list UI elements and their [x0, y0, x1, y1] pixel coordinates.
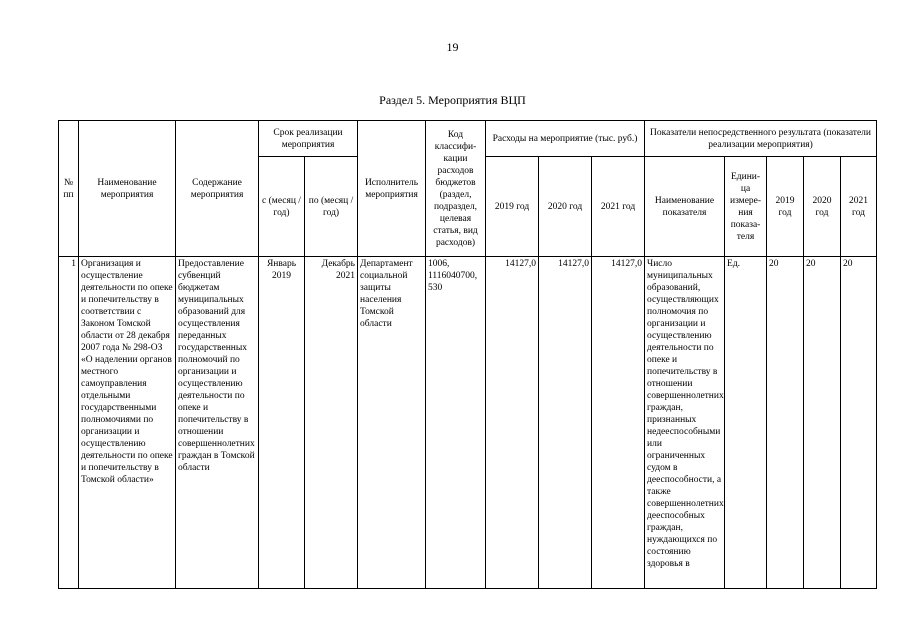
row-ind-unit: Ед.: [725, 257, 767, 589]
row-to: Декабрь 2021: [305, 257, 358, 589]
row-exp-2021: 14127,0: [592, 257, 645, 589]
row-exp-2019: 14127,0: [486, 257, 539, 589]
row-code: 1006, 1116040700, 530: [426, 257, 486, 589]
header-period: Срок реализации мероприятия: [259, 121, 358, 157]
row-ind-2021: 20: [841, 257, 877, 589]
row-ind-2019: 20: [767, 257, 804, 589]
header-period-to: по (месяц / год): [305, 157, 358, 257]
header-num: № пп: [59, 121, 79, 257]
section-title: Раздел 5. Мероприятия ВЦП: [379, 93, 526, 107]
header-ind-2020: 2020 год: [804, 157, 841, 257]
header-period-from: с (месяц / год): [259, 157, 305, 257]
header-code: Код классифи-кации расходов бюджетов (раздел, подраздел, целевая статья, вид расходов): [426, 121, 486, 257]
table-row: [59, 257, 877, 589]
row-exp-2020: 14127,0: [539, 257, 592, 589]
header-expenses: Расходы на мероприятие (тыс. руб.): [486, 121, 645, 157]
row-name: Организация и осуществление деятельности по опеке и попечительству в соответствии с Законом Томской области от 28 декабря 2007 года № 298-ОЗ «О наделении органов местного самоуправления отдельными государственными полномочиями по организации и осуществлению деятельности по опеке и попечительству в Томской области»: [79, 257, 176, 589]
header-indicators: Показатели непосредственного результата (показатели реализации мероприятия): [645, 121, 877, 157]
header-exp-2020: 2020 год: [539, 157, 592, 257]
header-ind-name: Наименование показателя: [645, 157, 725, 257]
header-exp-2021: 2021 год: [592, 157, 645, 257]
page-number: 19: [446, 40, 459, 54]
header-name: Наименование мероприятия: [79, 121, 176, 257]
row-num: 1: [59, 257, 79, 589]
header-ind-unit: Едини-ца измере-ния показа-теля: [725, 157, 767, 257]
row-content: Предоставление субвенций бюджетам муниципальных образований для осуществления переданных государственных полномочий по организации и осуществлению деятельности по опеке и попечительству в отношении совершеннолетних граждан в Томской области: [176, 257, 259, 589]
header-executor: Исполнитель мероприятия: [358, 121, 426, 257]
row-ind-name: Число муниципальных образований, осуществляющих полномочия по организации и осуществлению деятельности по опеке и попечительству в отношении совершеннолетних граждан, признанных недееспособными или ограниченных судом в дееспособности, а также совершеннолетних дееспособных граждан, нуждающихся по состоянию здоровья в: [645, 257, 725, 589]
row-ind-2020: 20: [804, 257, 841, 589]
header-ind-2021: 2021 год: [841, 157, 877, 257]
header-ind-2019: 2019 год: [767, 157, 804, 257]
measures-table: [58, 120, 877, 589]
header-content: Содержание мероприятия: [176, 121, 259, 257]
header-exp-2019: 2019 год: [486, 157, 539, 257]
row-executor: Департамент социальной защиты населения Томской области: [358, 257, 426, 589]
row-from: Январь 2019: [259, 257, 305, 589]
